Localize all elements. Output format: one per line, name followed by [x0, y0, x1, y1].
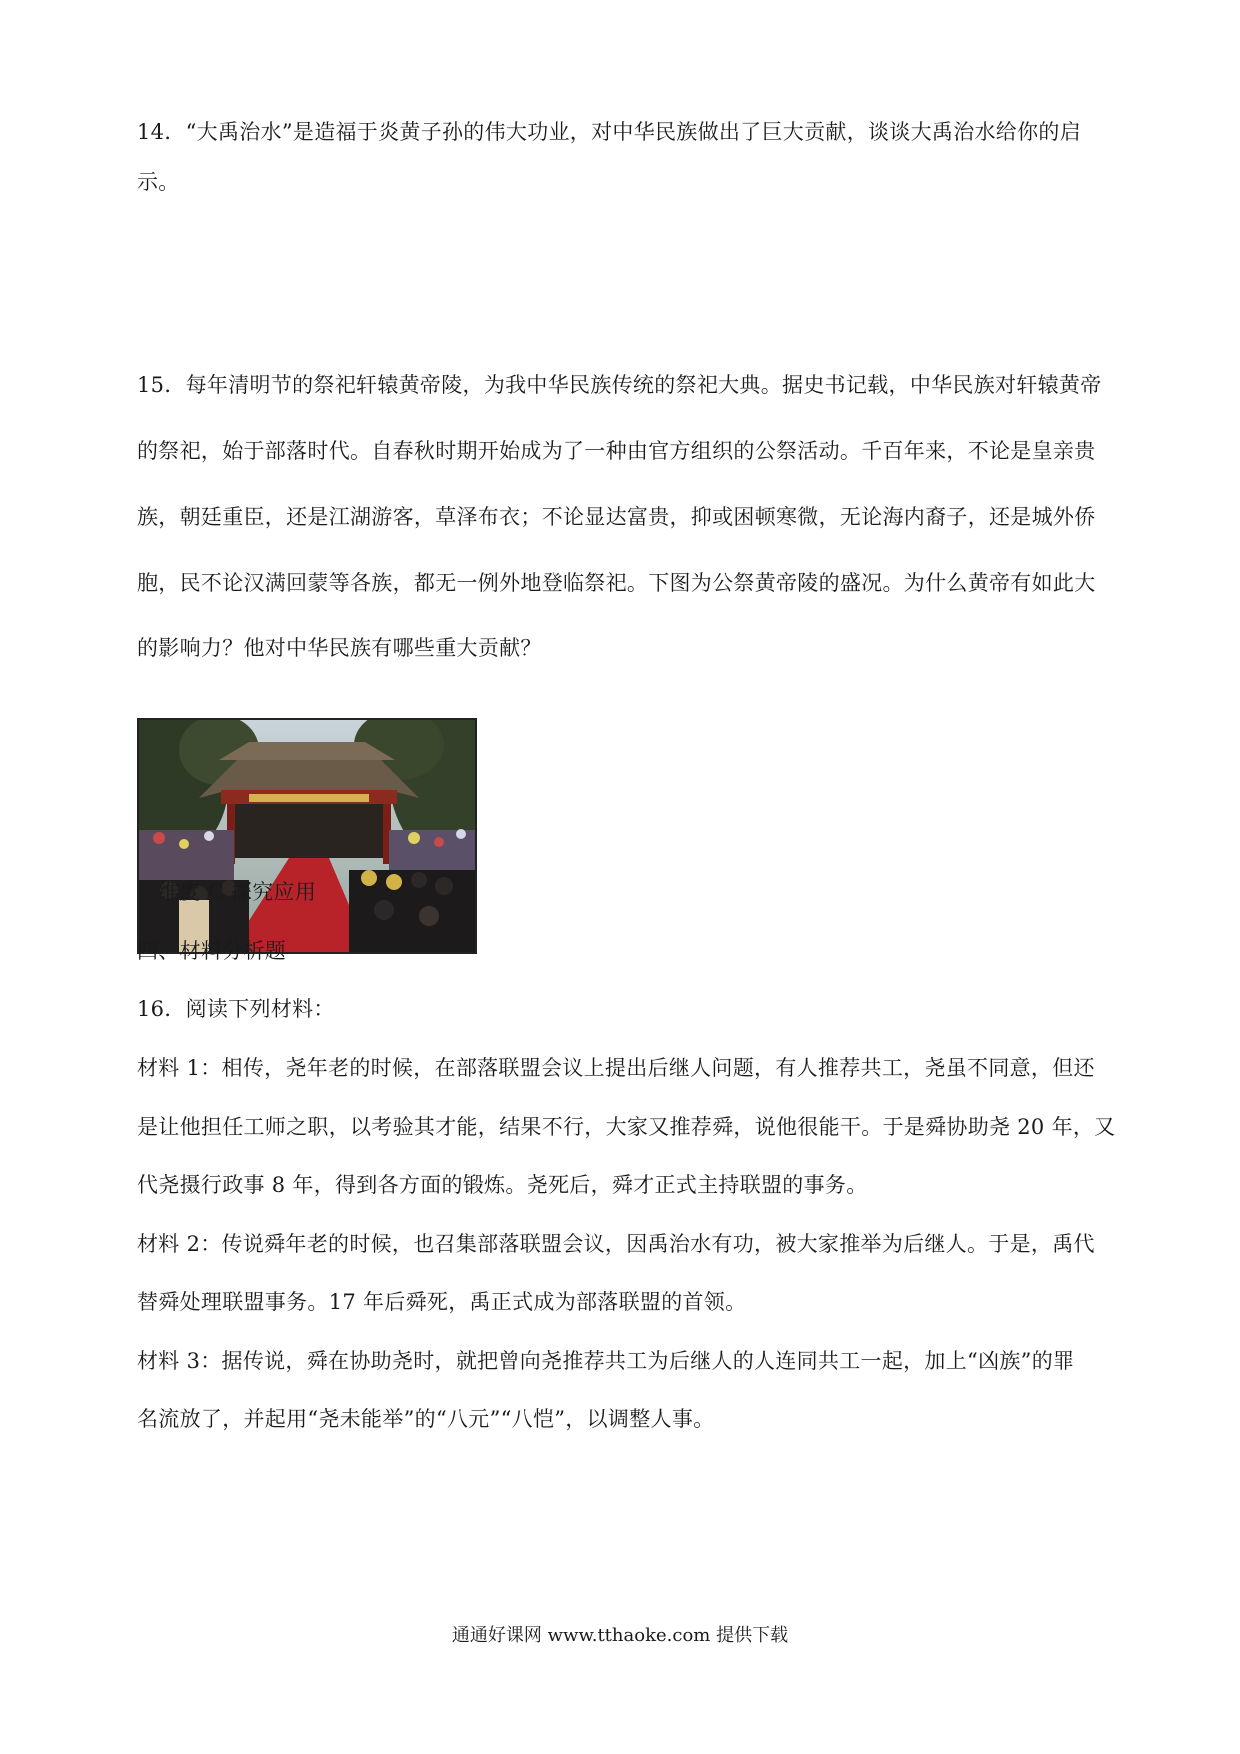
q16-material-2-line-2: 替舜处理联盟事务。17 年后舜死，禹正式成为部落联盟的首领。 — [137, 1290, 747, 1314]
q15-line-1: 15．每年清明节的祭祀轩辕黄帝陵，为我中华民族传统的祭祀大典。据史书记载，中华民族对轩辕黄帝 — [137, 373, 1102, 397]
q16-material-1-line-3: 代尧摄行政事 8 年，得到各方面的锻炼。尧死后，舜才正式主持联盟的事务。 — [137, 1173, 868, 1197]
q16-material-3-line-1: 材料 3：据传说，舜在协助尧时，就把曾向尧推荐共工为后继人的人连同共工一起，加上“凶族”的罪 — [137, 1349, 1075, 1373]
q16-intro: 16．阅读下列材料： — [137, 997, 335, 1021]
q16-material-1-line-1: 材料 1：相传，尧年老的时候，在部落联盟会议上提出后继人问题，有人推荐共工，尧虽不同意，但还 — [137, 1056, 1095, 1080]
q14-line-2: 示。 — [137, 170, 180, 194]
q15-line-4: 胞，民不论汉满回蒙等各族，都无一例外地登临祭祀。下图为公祭黄帝陵的盛况。为什么黄帝有如此大 — [137, 571, 1096, 595]
dimension-label: 维度 C 探究应用 — [158, 880, 317, 904]
q15-line-5: 的影响力？他对中华民族有哪些重大贡献？ — [137, 636, 542, 660]
q15-line-3: 族，朝廷重臣，还是江湖游客，草泽布衣；不论显达富贵，抑或困顿寒微，无论海内裔子，还是城外侨 — [137, 505, 1096, 529]
q16-material-3-line-2: 名流放了，并起用“尧未能举”的“八元”“八恺”，以调整人事。 — [137, 1407, 715, 1431]
q15-line-2: 的祭祀，始于部落时代。自春秋时期开始成为了一种由官方组织的公祭活动。千百年来，不论是皇亲贵 — [137, 439, 1096, 463]
q14-line-1: 14．“大禹治水”是造福于炎黄子孙的伟大功业，对中华民族做出了巨大贡献，谈谈大禹治水给你的启 — [137, 120, 1081, 144]
q16-material-1-line-2: 是让他担任工师之职，以考验其才能，结果不行，大家又推荐舜，说他很能干。于是舜协助尧 20 年，又 — [137, 1115, 1116, 1139]
ceremony-photo — [137, 718, 477, 954]
section-4-title: 四、材料分析题 — [137, 939, 287, 963]
q16-material-2-line-1: 材料 2：传说舜年老的时候，也召集部落联盟会议，因禹治水有功，被大家推举为后继人。于是，禹代 — [137, 1232, 1095, 1256]
page-footer: 通通好课网 www.tthaoke.com 提供下载 — [451, 1625, 789, 1646]
